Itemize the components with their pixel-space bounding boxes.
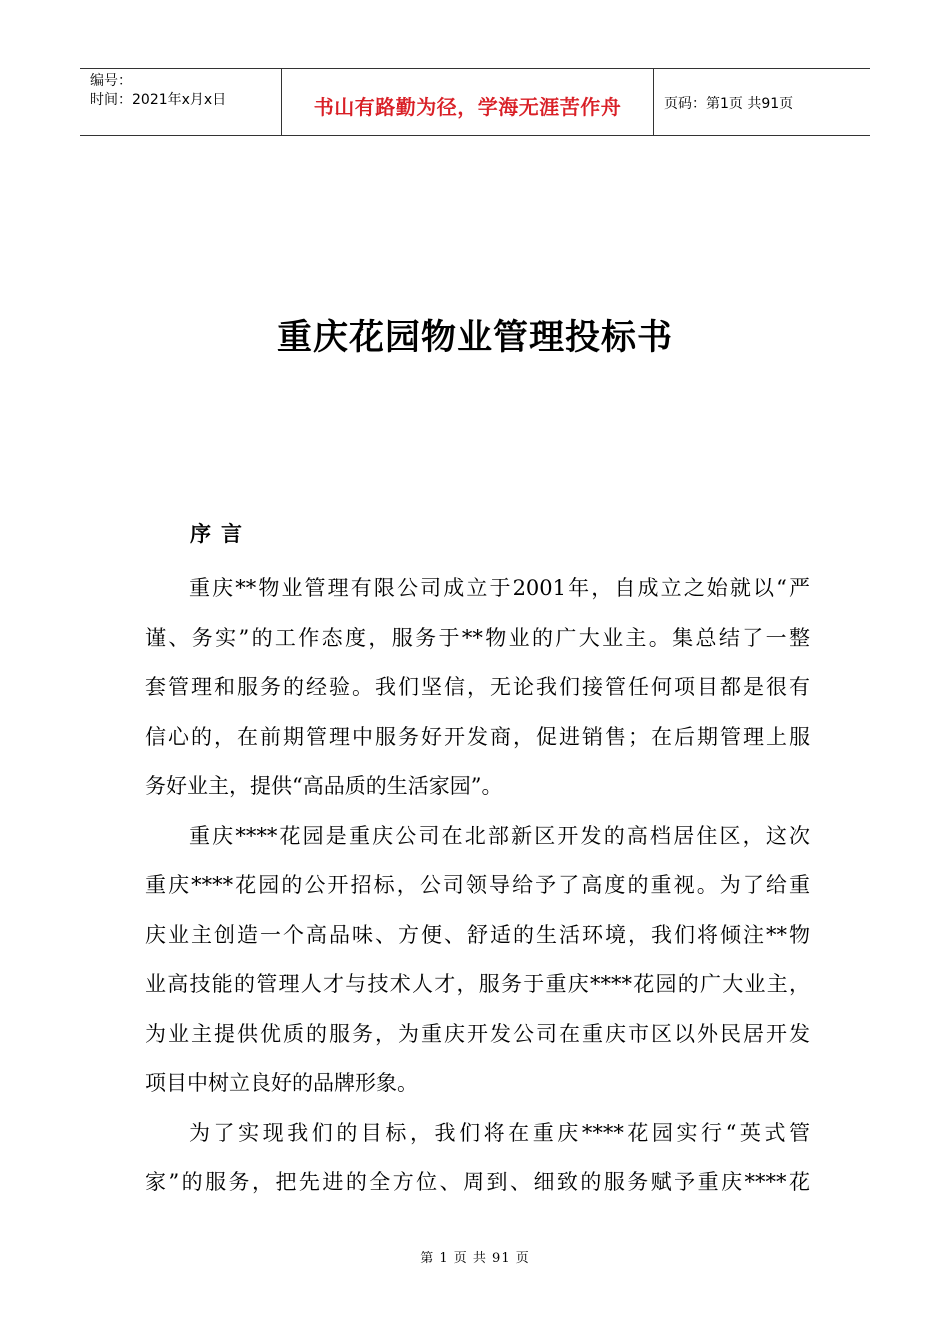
header-motto-cell	[281, 69, 654, 135]
page-header	[80, 68, 870, 136]
page-number-label: 页码：第1页 共91页	[664, 96, 794, 112]
body-line: 套管理和服务的经验。我们坚信，无论我们接管任何项目都是很有	[145, 675, 810, 699]
body-line: 重庆**物业管理有限公司成立于2001年，自成立之始就以“严	[189, 576, 810, 600]
body-line: 庆业主创造一个高品味、方便、舒适的生活环境，我们将倾注**物	[145, 922, 810, 947]
body-line: 重庆****花园的公开招标，公司领导给予了高度的重视。为了给重	[145, 873, 810, 897]
body-line: 信心的，在前期管理中服务好开发商，促进销售；在后期管理上服	[145, 724, 810, 749]
document-time-label: 时间：2021年x月x日	[90, 92, 227, 108]
preface-heading: 序言	[190, 522, 252, 546]
body-line: 重庆****花园是重庆公司在北部新区开发的高档居住区，这次	[189, 823, 810, 848]
body-line: 谨、务实”的工作态度，服务于**物业的广大业主。集总结了一整	[145, 625, 810, 650]
page-footer: 第 1 页 共 91 页	[420, 1251, 530, 1266]
body-line: 为业主提供优质的服务，为重庆开发公司在重庆市区以外民居开发	[145, 1021, 810, 1046]
document-body	[145, 564, 810, 1208]
body-line: 务好业主，提供“高品质的生活家园”。	[145, 774, 503, 798]
body-line: 项目中树立良好的品牌形象。	[145, 1071, 418, 1095]
header-meta-cell	[80, 69, 281, 135]
body-line: 业高技能的管理人才与技术人才，服务于重庆****花园的广大业主，	[145, 972, 810, 996]
document-number-label: 编号：	[90, 73, 132, 89]
motto-text: 书山有路勤为径，学海无涯苦作舟	[313, 94, 622, 119]
header-page-cell	[654, 69, 870, 135]
body-line: 为了实现我们的目标，我们将在重庆****花园实行“英式管	[189, 1120, 810, 1145]
body-line: 家”的服务，把先进的全方位、周到、细致的服务赋予重庆****花	[145, 1170, 810, 1194]
document-title: 重庆花园物业管理投标书	[276, 318, 673, 358]
